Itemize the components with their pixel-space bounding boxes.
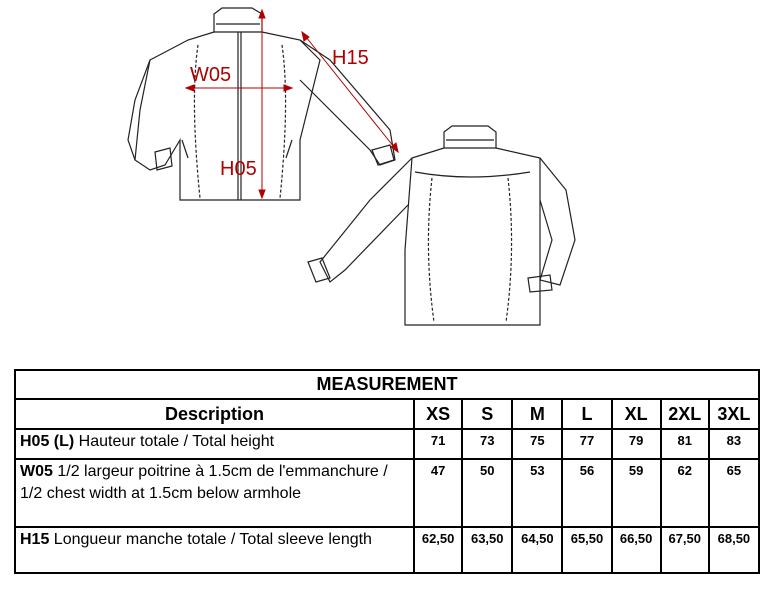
h05-label: H05 (220, 158, 257, 180)
size-header: XL (612, 399, 661, 429)
table-cell: 67,50 (661, 527, 709, 573)
row-code: W05 (20, 463, 53, 480)
table-cell: 59 (612, 459, 661, 527)
table-cell: 68,50 (709, 527, 759, 573)
table-cell: 81 (661, 429, 709, 459)
table-cell: 56 (562, 459, 611, 527)
h15-label: H15 (332, 47, 369, 69)
table-cell: 47 (414, 459, 462, 527)
measurement-table (14, 369, 760, 574)
table-cell: 66,50 (612, 527, 661, 573)
table-cell: 65,50 (562, 527, 611, 573)
table-cell: 65 (709, 459, 759, 527)
row-code: H15 (20, 531, 50, 548)
size-header: XS (414, 399, 462, 429)
table-row (15, 459, 759, 527)
description-header: Description (15, 399, 414, 429)
row-text: 1/2 largeur poitrine à 1.5cm de l'emmanchure / 1/2 chest width at 1.5cm below armhole (20, 463, 388, 502)
row-description (15, 527, 414, 573)
row-description (15, 429, 414, 459)
table-cell: 77 (562, 429, 611, 459)
table-cell: 50 (462, 459, 512, 527)
table-cell: 63,50 (462, 527, 512, 573)
table-header-row (15, 399, 759, 429)
row-text: Longueur manche totale / Total sleeve length (49, 531, 372, 548)
table-cell: 62,50 (414, 527, 462, 573)
table-cell: 53 (512, 459, 562, 527)
table-row (15, 429, 759, 459)
row-description (15, 459, 414, 527)
table-cell: 79 (612, 429, 661, 459)
size-header: M (512, 399, 562, 429)
table-cell: 71 (414, 429, 462, 459)
size-header: L (562, 399, 611, 429)
row-text: Hauteur totale / Total height (74, 433, 275, 450)
table-cell: 73 (462, 429, 512, 459)
w05-label: W05 (190, 64, 232, 86)
size-header: S (462, 399, 512, 429)
jacket-back-drawing (308, 126, 575, 325)
table-title: MEASUREMENT (15, 370, 759, 399)
size-header: 3XL (709, 399, 759, 429)
size-header: 2XL (661, 399, 709, 429)
table-cell: 83 (709, 429, 759, 459)
table-cell: 75 (512, 429, 562, 459)
row-code: H05 (L) (20, 433, 75, 450)
table-cell: 62 (661, 459, 709, 527)
table-row (15, 527, 759, 573)
table-cell: 64,50 (512, 527, 562, 573)
